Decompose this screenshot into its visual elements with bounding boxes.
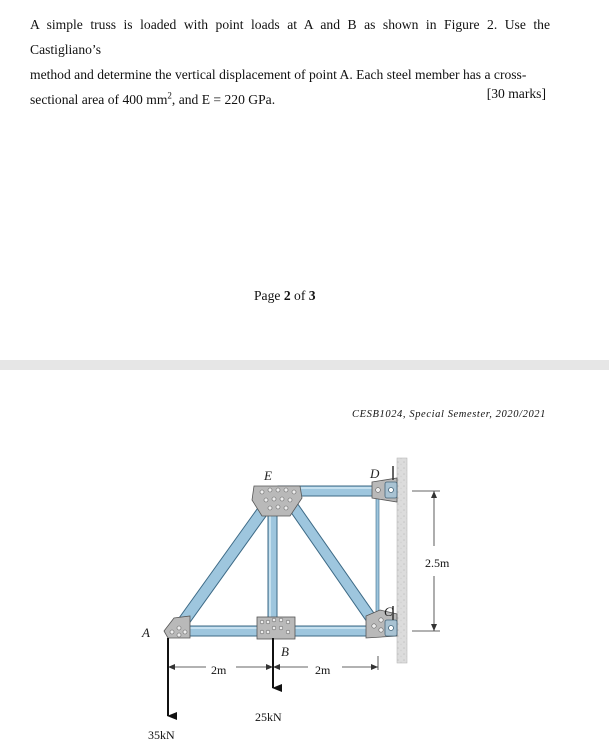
page-number bbox=[254, 288, 316, 304]
joint-label-e: E bbox=[264, 468, 272, 483]
question-text bbox=[30, 12, 550, 112]
page-total: 3 bbox=[308, 288, 316, 303]
joint-label-c: C bbox=[384, 604, 393, 619]
load-label-b: 25kN bbox=[255, 710, 282, 724]
question-line-3-b: , and E = 220 GPa. bbox=[171, 92, 276, 107]
question-line-2: method and determine the vertical displacement of point A. Each steel member has a cross- bbox=[30, 67, 527, 82]
course-header: CESB1024, Special Semester, 2020/2021 bbox=[352, 409, 546, 420]
dimension-left: 2m bbox=[211, 663, 227, 677]
page-mid: of bbox=[290, 288, 309, 303]
joint-label-b: B bbox=[281, 644, 289, 659]
page-prefix: Page bbox=[254, 288, 284, 303]
page-2 bbox=[0, 370, 609, 751]
load-label-a: 35kN bbox=[148, 728, 175, 742]
page-current: 2 bbox=[283, 288, 291, 303]
truss-figure bbox=[0, 370, 609, 751]
support-wall bbox=[397, 458, 407, 663]
page-1 bbox=[0, 0, 609, 360]
question-line-3-a: sectional area of 400 mm bbox=[30, 92, 168, 107]
joint-label-d: D bbox=[370, 466, 380, 481]
dimension-height: 2.5m bbox=[425, 556, 450, 570]
marks-label: [30 marks] bbox=[486, 86, 546, 101]
dimension-right: 2m bbox=[315, 663, 331, 677]
question-line-1: A simple truss is loaded with point loads at A and B as shown in Figure 2. Use the Castigliano’s bbox=[30, 17, 550, 57]
member-ec bbox=[279, 490, 383, 632]
joint-label-a: A bbox=[142, 625, 150, 640]
area-unit-superscript: 2 bbox=[167, 90, 172, 101]
question-line-3 bbox=[30, 87, 550, 112]
page-separator bbox=[0, 360, 609, 370]
member-cd bbox=[376, 492, 379, 628]
